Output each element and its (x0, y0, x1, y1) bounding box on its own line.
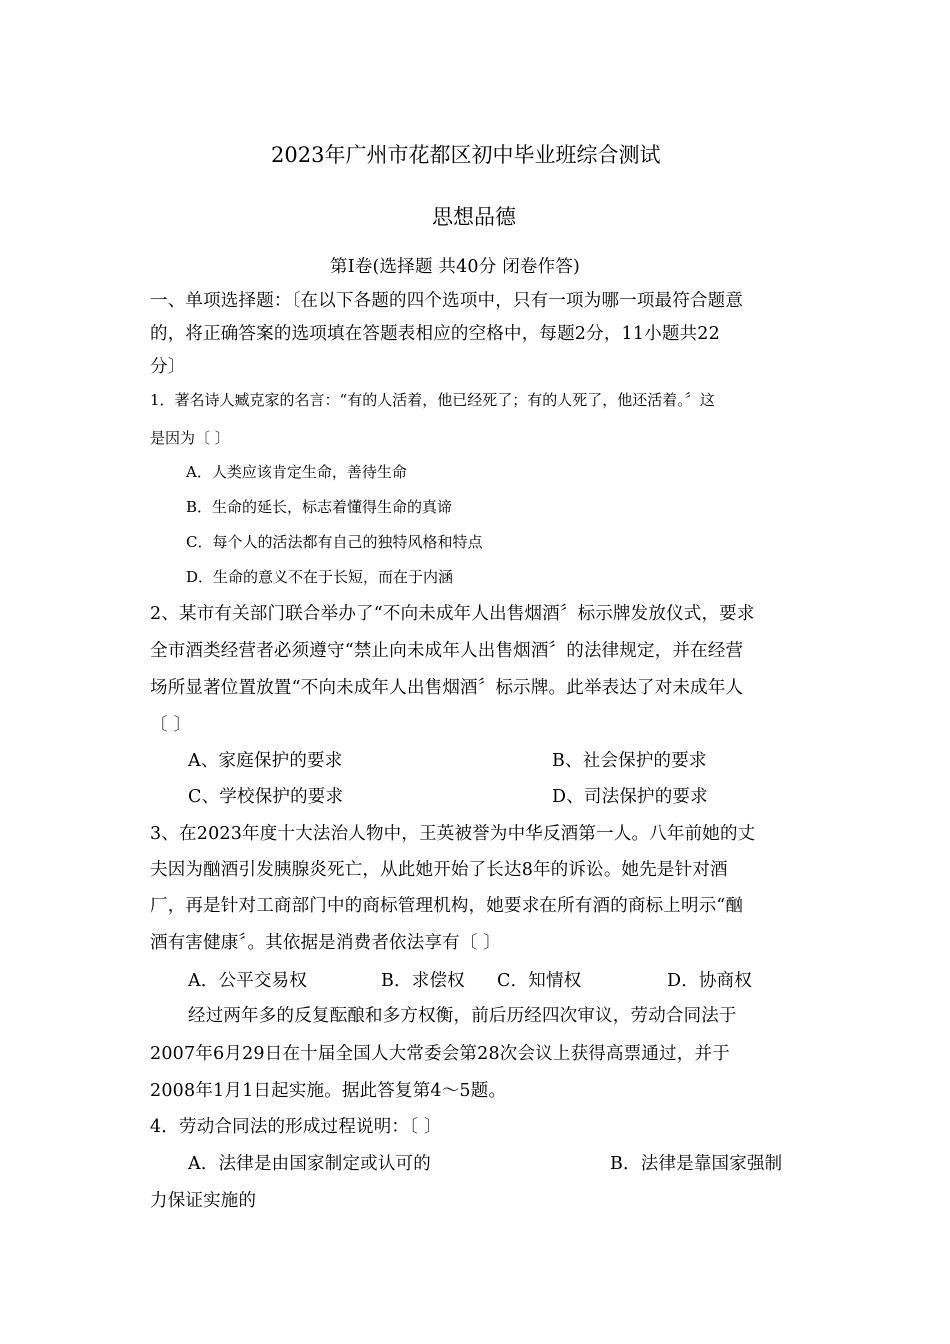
question-4-stem: 4．劳动合同法的形成过程说明：〔 〕 (150, 1117, 442, 1137)
question-1-option-a: A．人类应该肯定生命，善待生命 (186, 463, 407, 481)
question-4-option-b: B．法律是靠国家强制 (610, 1154, 783, 1174)
exam-title: 2023年广州市花都区初中毕业班综合测试 (271, 143, 661, 167)
section-instruction-line: 分〕 (150, 357, 186, 377)
question-3-stem: 厂，再是针对工商部门中的商标管理机构，她要求在所有酒的商标上明示“酗 (150, 896, 744, 916)
volume-heading: 第I卷(选择题 共40分 闭卷作答) (330, 257, 581, 277)
question-1-option-b: B．生命的延长，标志着懂得生命的真谛 (186, 498, 453, 516)
question-1-stem: 1．著名诗人臧克家的名言：“有的人活着，他已经死了；有的人死了，他还活着。〞这 (150, 391, 715, 409)
question-3-stem: 酒有害健康〞。其依据是消费者依法享有〔 〕 (150, 933, 502, 953)
question-2-stem: 全市酒类经营者必须遵守“禁止向未成年人出售烟酒〞的法律规定，并在经营 (150, 641, 744, 661)
question-2-option-b: B、社会保护的要求 (552, 751, 707, 771)
passage-line: 2007年6月29日在十届全国人大常委会第28次会议上获得高票通过，并于 (150, 1044, 730, 1064)
question-2-stem: 场所显著位置放置“不向未成年人出售烟酒〞标示牌。此举表达了对未成年人 (150, 678, 744, 698)
question-4-option-b-continued: 力保证实施的 (150, 1191, 257, 1211)
question-2-stem: 2、某市有关部门联合举办了“不向未成年人出售烟酒〞标示牌发放仪式，要求 (150, 604, 755, 624)
question-1-stem: 是因为〔 〕 (150, 429, 230, 447)
question-3-option-b: B．求偿权 (381, 971, 465, 991)
question-3-stem: 夫因为酗酒引发胰腺炎死亡，从此她开始了长达8年的诉讼。她先是针对酒 (150, 860, 728, 880)
passage-line: 2008年1月1日起实施。据此答复第4～5题。 (150, 1081, 507, 1101)
question-2-option-d: D、司法保护的要求 (552, 787, 708, 807)
question-2-option-c: C、学校保护的要求 (188, 787, 344, 807)
section-instruction-line: 一、单项选择题：〔在以下各题的四个选项中，只有一项为哪一项最符合题意 (150, 291, 744, 311)
question-1-option-c: C．每个人的活法都有自己的独特风格和特点 (186, 533, 483, 551)
question-1-option-d: D．生命的意义不在于长短，而在于内涵 (186, 568, 454, 586)
question-3-option-d: D．协商权 (667, 971, 753, 991)
question-3-option-a: A．公平交易权 (188, 971, 308, 991)
question-3-option-c: C．知情权 (497, 971, 582, 991)
question-2-stem: 〔 〕 (150, 715, 192, 735)
question-2-option-a: A、家庭保护的要求 (188, 751, 343, 771)
question-3-stem: 3、在2023年度十大法治人物中，王英被誉为中华反酒第一人。八年前她的丈 (150, 824, 756, 844)
section-instruction-line: 的，将正确答案的选项填在答题表相应的空格中，每题2分，11小题共22 (150, 324, 720, 344)
passage-line: 经过两年多的反复酝酿和多方权衡，前后历经四次审议，劳动合同法于 (188, 1006, 737, 1026)
question-4-option-a: A．法律是由国家制定或认可的 (188, 1154, 431, 1174)
subject-title: 思想品德 (432, 205, 516, 229)
